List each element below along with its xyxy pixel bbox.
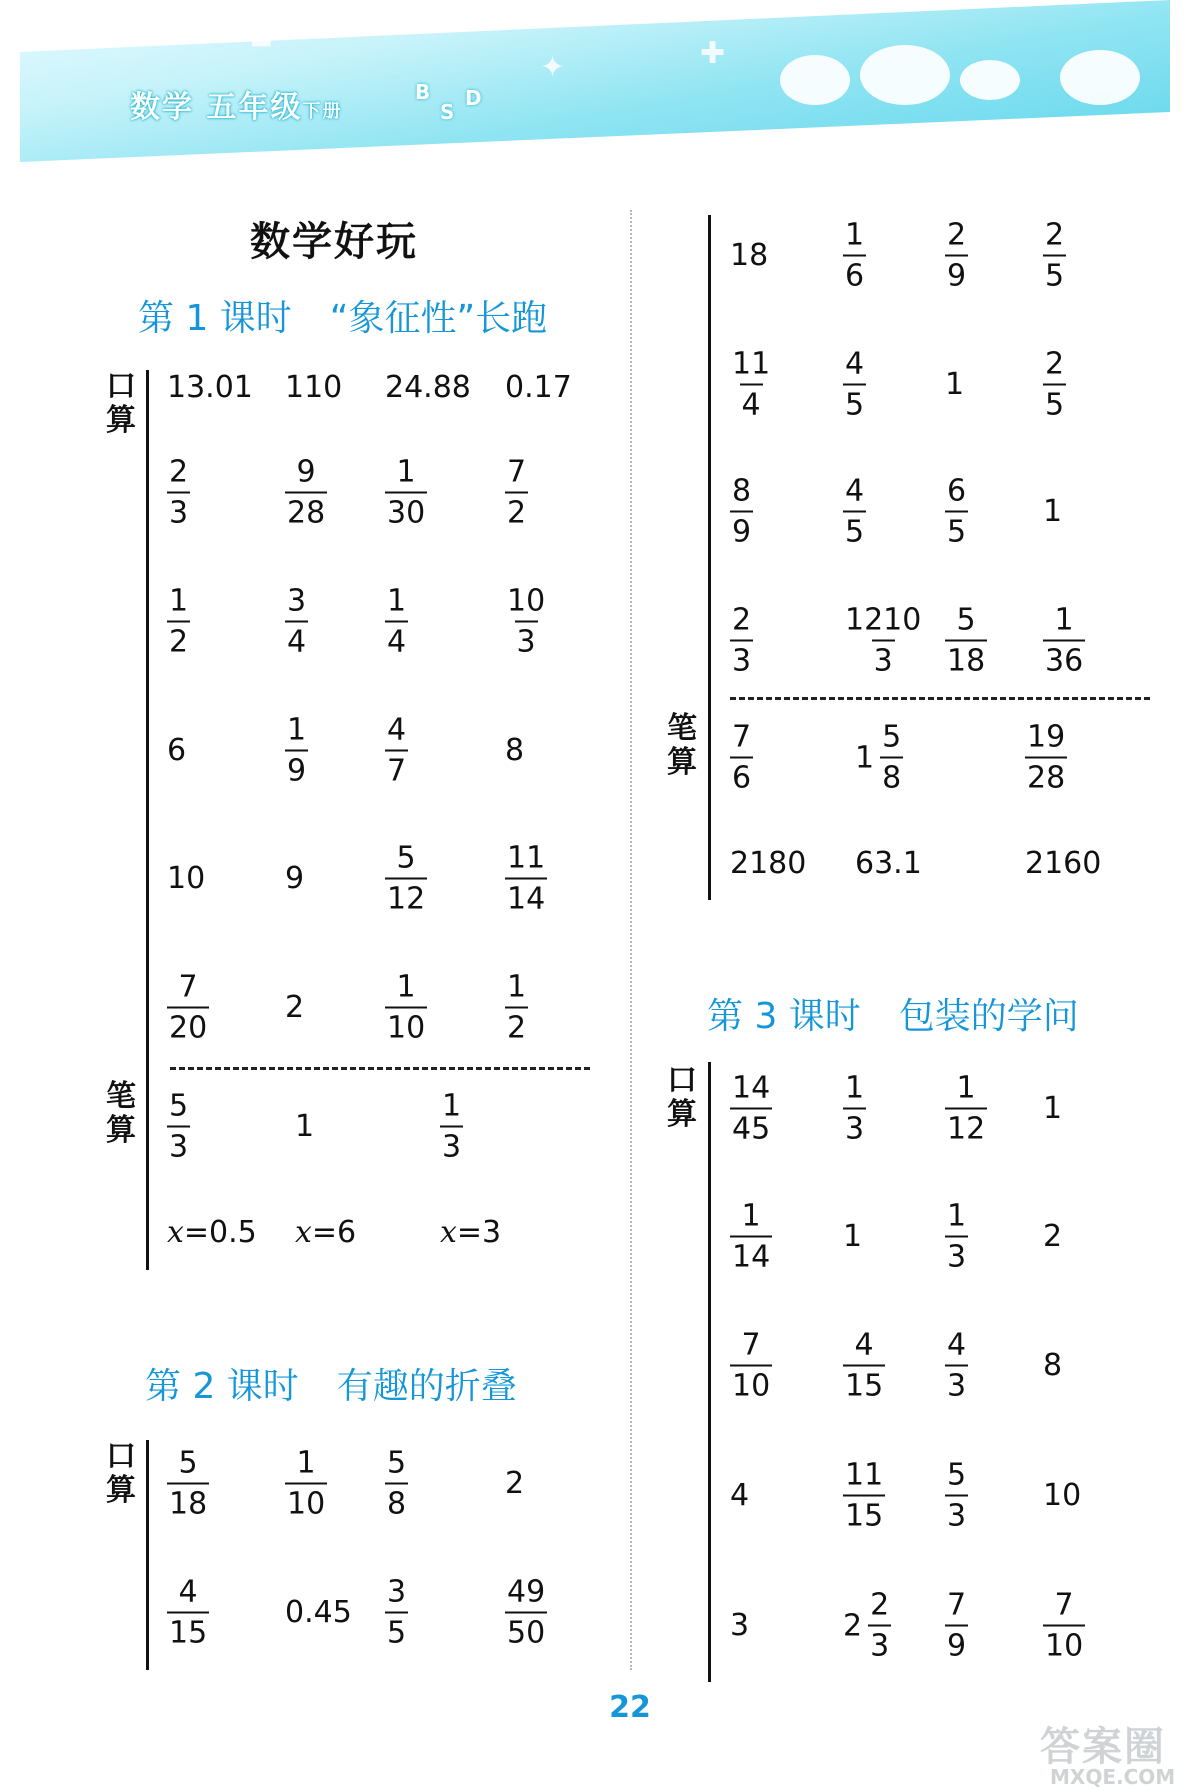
- watermark-url: MXQE.COM: [1050, 1765, 1176, 1789]
- answer-cell: 8: [1043, 1348, 1063, 1383]
- answer-cell: 2160: [1025, 846, 1102, 881]
- cloud-decoration: [860, 45, 950, 105]
- cloud-decoration: [780, 55, 850, 105]
- lesson-3-bar: [708, 1062, 711, 1682]
- section-title: 数学好玩: [250, 219, 418, 265]
- sparkle-icon: ✚: [700, 36, 726, 71]
- answer-cell: $\frac{11}{14}$: [507, 840, 546, 917]
- answer-cell: 2: [285, 990, 305, 1025]
- answer-cell: 2180: [730, 846, 807, 881]
- answer-cell: 6: [167, 733, 187, 768]
- answer-cell: 63.1: [855, 846, 922, 881]
- answer-cell: $\frac{1}{4}$: [387, 583, 407, 660]
- answer-cell: 1: [843, 1219, 863, 1254]
- answer-cell: 1: [295, 1109, 315, 1144]
- answer-cell: $\frac{1}{6}$: [845, 217, 865, 294]
- lesson-name: 有趣的折叠: [336, 1366, 517, 1407]
- edition-letter: B: [415, 80, 431, 104]
- answer-cell: x=6: [295, 1215, 357, 1250]
- answer-cell: x=0.5: [167, 1215, 257, 1250]
- answer-cell: $\frac{7}{6}$: [732, 719, 752, 796]
- sparkle-icon: ✚: [58, 18, 84, 53]
- answer-cell: 2 $\frac{2}{3}$: [843, 1587, 890, 1664]
- answer-cell: $\frac{5}{8}$: [387, 1445, 407, 1522]
- sparkle-icon: ▬: [250, 26, 273, 54]
- header-volume: 下册: [302, 101, 343, 122]
- written-label: 笔算: [106, 1079, 136, 1148]
- answer-cell: $\frac{1}{14}$: [732, 1198, 771, 1275]
- answer-cell: $\frac{2}{9}$: [947, 217, 967, 294]
- answer-cell: $\frac{5}{3}$: [169, 1088, 189, 1165]
- answer-cell: $\frac{4}{7}$: [387, 712, 407, 789]
- answer-cell: $\frac{4}{15}$: [845, 1327, 884, 1404]
- answer-cell: 13.01: [167, 370, 253, 405]
- answer-cell: 0.17: [505, 370, 572, 405]
- answer-cell: $\frac{1210}{3}$: [845, 602, 922, 679]
- answer-cell: 10: [167, 861, 206, 896]
- answer-cell: $\frac{1}{3}$: [845, 1070, 865, 1147]
- answer-cell: $\frac{1}{2}$: [507, 969, 527, 1046]
- answer-cell: 24.88: [385, 370, 471, 405]
- answer-cell: $\frac{3}{4}$: [287, 583, 307, 660]
- answer-cell: 1: [945, 367, 965, 402]
- answer-cell: $\frac{4}{15}$: [169, 1574, 208, 1651]
- answer-cell: $\frac{8}{9}$: [732, 473, 752, 550]
- answer-cell: $\frac{10}{3}$: [507, 583, 546, 660]
- answer-cell: 18: [730, 238, 769, 273]
- written-label: 笔算: [667, 711, 697, 780]
- answer-cell: $\frac{5}{12}$: [387, 840, 426, 917]
- page-number: 22: [609, 1690, 651, 1725]
- answer-cell: 110: [285, 370, 343, 405]
- answer-cell: $\frac{1}{3}$: [947, 1198, 967, 1275]
- section-separator: [730, 697, 1150, 700]
- answer-cell: $\frac{1}{9}$: [287, 712, 307, 789]
- answer-cell: $\frac{9}{28}$: [287, 454, 326, 531]
- answer-cell: $\frac{14}{45}$: [732, 1070, 771, 1147]
- answer-cell: $\frac{1}{2}$: [169, 583, 189, 660]
- lesson-1-bar: [146, 370, 149, 1270]
- answer-cell: 2: [1043, 1219, 1063, 1254]
- lesson-number: 第 3 课时: [707, 996, 861, 1037]
- cloud-decoration: [1060, 50, 1140, 105]
- answer-cell: $\frac{49}{50}$: [507, 1574, 546, 1651]
- watermark-logo: 答案圈: [1040, 1724, 1166, 1770]
- answer-cell: 3: [730, 1608, 750, 1643]
- answer-cell: $\frac{2}{5}$: [1045, 346, 1065, 423]
- section-separator: [170, 1067, 590, 1070]
- answer-cell: $\frac{1}{30}$: [387, 454, 426, 531]
- sparkle-icon: ✦: [540, 50, 566, 85]
- lesson-number: 第 1 课时: [138, 298, 292, 339]
- answer-cell: $\frac{7}{9}$: [947, 1587, 967, 1664]
- header-title: [130, 82, 342, 126]
- answer-cell: $\frac{5}{3}$: [947, 1457, 967, 1534]
- answer-cell: 1: [1043, 1091, 1063, 1126]
- answer-cell: $\frac{7}{10}$: [1045, 1587, 1084, 1664]
- lesson-name: 包装的学问: [898, 996, 1079, 1037]
- answer-cell: 9: [285, 861, 305, 896]
- answer-cell: $\frac{4}{5}$: [845, 346, 865, 423]
- answer-cell: x=3: [440, 1215, 502, 1250]
- answer-cell: $\frac{4}{3}$: [947, 1327, 967, 1404]
- oral-label: 口算: [667, 1063, 697, 1132]
- answer-cell: $\frac{2}{5}$: [1045, 217, 1065, 294]
- answer-cell: $\frac{5}{18}$: [169, 1445, 208, 1522]
- answer-cell: $\frac{1}{10}$: [387, 969, 426, 1046]
- answer-cell: $\frac{1}{3}$: [442, 1088, 462, 1165]
- answer-cell: 1: [1043, 494, 1063, 529]
- cloud-decoration: [960, 60, 1020, 100]
- answer-cell: $\frac{11}{4}$: [732, 346, 771, 423]
- answer-cell: 1 $\frac{5}{8}$: [855, 719, 902, 796]
- lesson-3-title: [707, 988, 1079, 1039]
- answer-cell: $\frac{7}{20}$: [169, 969, 208, 1046]
- answer-cell: $\frac{1}{10}$: [287, 1445, 326, 1522]
- header-title-text: 数学 五年级: [130, 90, 303, 125]
- lesson-name: “象征性”长跑: [329, 298, 548, 339]
- answer-cell: 2: [505, 1466, 525, 1501]
- answer-cell: $\frac{2}{3}$: [732, 602, 752, 679]
- column-divider: [630, 210, 632, 1670]
- lesson-2-bar-right: [708, 215, 711, 900]
- answer-cell: $\frac{11}{15}$: [845, 1457, 884, 1534]
- answer-cell: $\frac{2}{3}$: [169, 454, 189, 531]
- lesson-2-bar-left: [146, 1440, 149, 1670]
- answer-cell: $\frac{7}{2}$: [507, 454, 527, 531]
- answer-cell: $\frac{19}{28}$: [1027, 719, 1066, 796]
- oral-label: 口算: [106, 369, 136, 438]
- answer-cell: 0.45: [285, 1595, 352, 1630]
- answer-cell: $\frac{1}{12}$: [947, 1070, 986, 1147]
- answer-cell: 8: [505, 733, 525, 768]
- answer-cell: $\frac{1}{36}$: [1045, 602, 1084, 679]
- answer-cell: $\frac{3}{5}$: [387, 1574, 407, 1651]
- answer-cell: 10: [1043, 1478, 1082, 1513]
- answer-cell: $\frac{5}{18}$: [947, 602, 986, 679]
- answer-cell: $\frac{6}{5}$: [947, 473, 967, 550]
- answer-cell: 4: [730, 1478, 750, 1513]
- answer-cell: $\frac{7}{10}$: [732, 1327, 771, 1404]
- lesson-2-title: [145, 1358, 517, 1409]
- edition-letter: S: [440, 100, 455, 124]
- edition-letter: D: [465, 86, 482, 110]
- oral-label: 口算: [106, 1439, 136, 1508]
- lesson-number: 第 2 课时: [145, 1366, 299, 1407]
- answer-cell: $\frac{4}{5}$: [845, 473, 865, 550]
- lesson-1-title: [138, 290, 547, 341]
